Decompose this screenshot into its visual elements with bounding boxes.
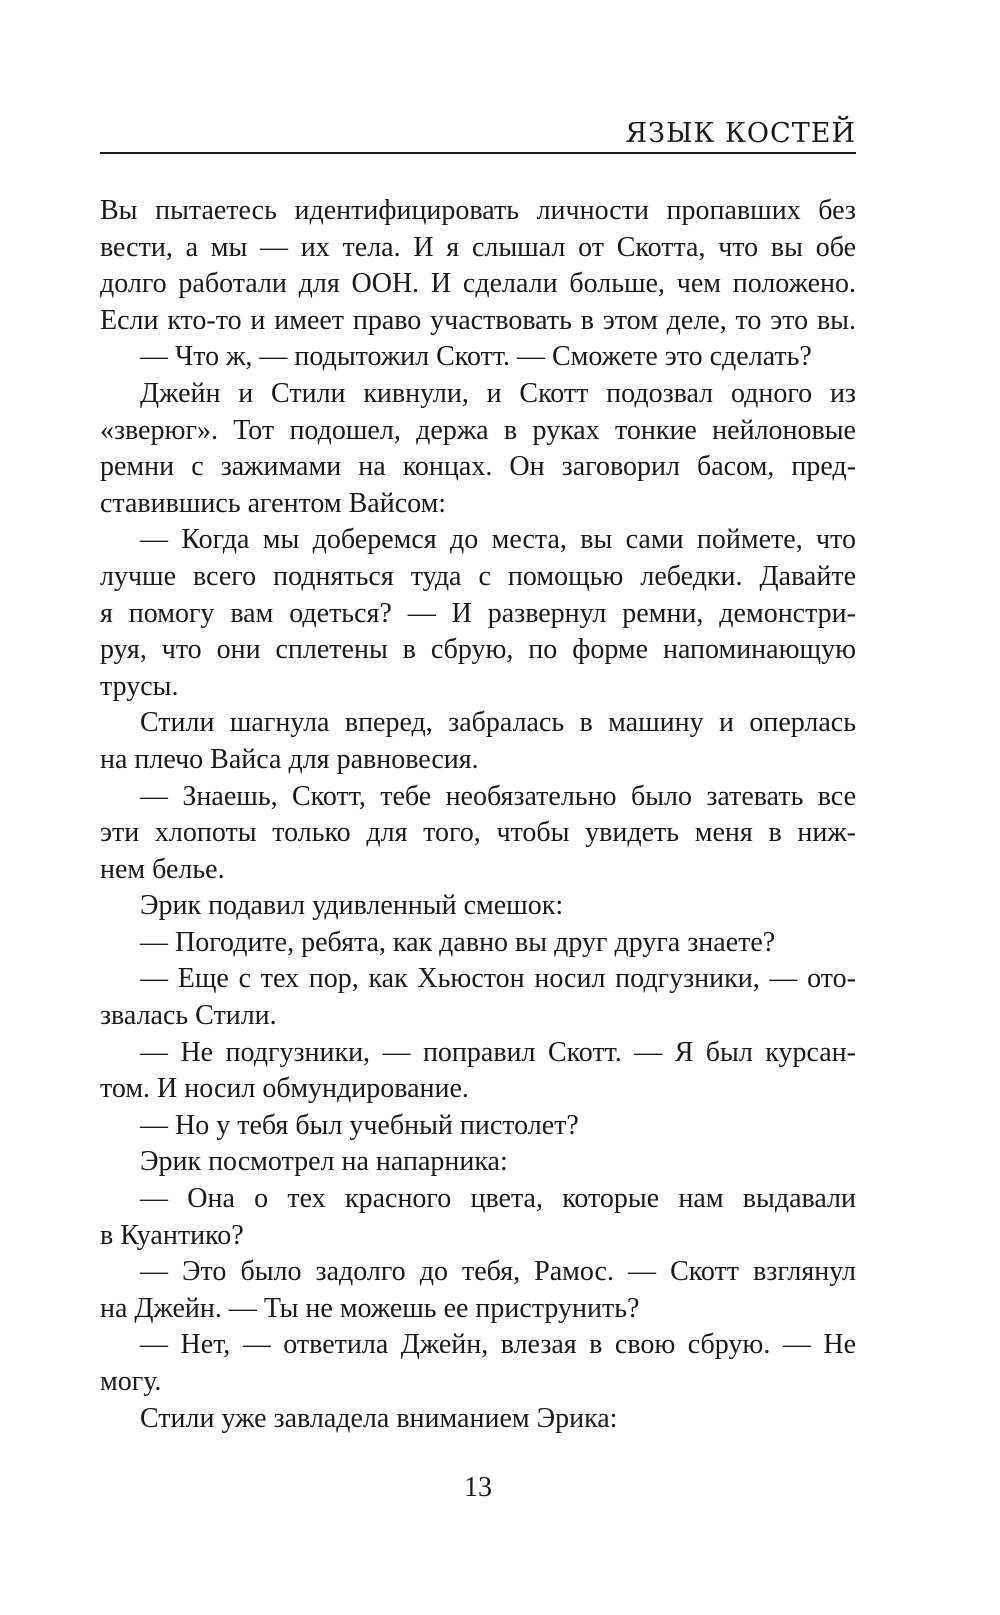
text-line: Стили уже завладела вниманием Эрика: [140,1402,618,1434]
text-line: эти хлопоты только для того, чтобы увидеть меня в ниж- [100,817,856,849]
text-line: вести, а мы — их тела. И я слышал от Скотта, что вы обе [100,231,856,263]
text-line: — Она о тех красного цвета, которые нам выдавали [140,1183,856,1215]
text-line: том. И носил обмундирование. [100,1073,469,1105]
text-line: звалась Стили. [100,1000,277,1032]
text-line: ставившись агентом Вайсом: [100,487,447,519]
text-line: «зверюг». Тот подошел, держа в руках тонкие нейлоновые [100,414,856,446]
text-line: Если кто-то и имеет право участвовать в этом деле, то это вы. [100,304,856,336]
text-line: — Что ж, — подытожил Скотт. — Сможете это сделать? [140,341,812,373]
text-line: Эрик посмотрел на напарника: [140,1146,508,1178]
text-line: долго работали для ООН. И сделали больше, чем положено. [100,268,856,300]
text-line: — Но у тебя был учебный пистолет? [140,1109,579,1141]
header-rule [100,152,856,154]
running-title: ЯЗЫК КОСТЕЙ [625,118,856,149]
page-number: 13 [464,1472,492,1503]
text-line: руя, что они сплетены в сбрую, по форме напоминающую [100,634,856,666]
text-line: нем белье. [100,853,225,885]
text-line: — Знаешь, Скотт, тебе необязательно было затевать все [140,780,856,812]
text-line: в Куантико? [100,1219,244,1251]
text-line: могу. [100,1366,162,1397]
text-line: — Не подгузники, — поправил Скотт. — Я был курсан- [140,1036,856,1068]
text-line: лучше всего подняться туда с помощью лебедки. Давайте [100,560,856,592]
text-line: — Еще с тех пор, как Хьюстон носил подгузники, — ото- [140,963,856,995]
text-line: Джейн и Стили кивнули, и Скотт подозвал одного из [140,377,856,409]
text-line: Стили шагнула вперед, забралась в машину и оперлась [140,707,856,739]
text-line: Эрик подавил удивленный смешок: [140,890,564,922]
text-line: я помогу вам одеться? — И развернул ремни, демонстри- [100,597,856,629]
text-line: — Погодите, ребята, как давно вы друг друга знаете? [140,926,776,958]
text-line: на Джейн. — Ты не можешь ее приструнить? [100,1292,640,1324]
text-line: трусы. [100,670,179,702]
text-line: Вы пытаетесь идентифицировать личности пропавших без [100,195,856,226]
text-line: ремни с зажимами на концах. Он заговорил басом, пред- [100,451,856,483]
body-text [100,193,856,1437]
text-line: на плечо Вайса для равновесия. [100,743,479,775]
text-line: — Нет, — ответила Джейн, влезая в свою сбрую. — Не [140,1329,856,1361]
text-line: — Это было задолго до тебя, Рамос. — Скотт взглянул [140,1256,856,1288]
text-line: — Когда мы доберемся до места, вы сами поймете, что [140,524,856,556]
